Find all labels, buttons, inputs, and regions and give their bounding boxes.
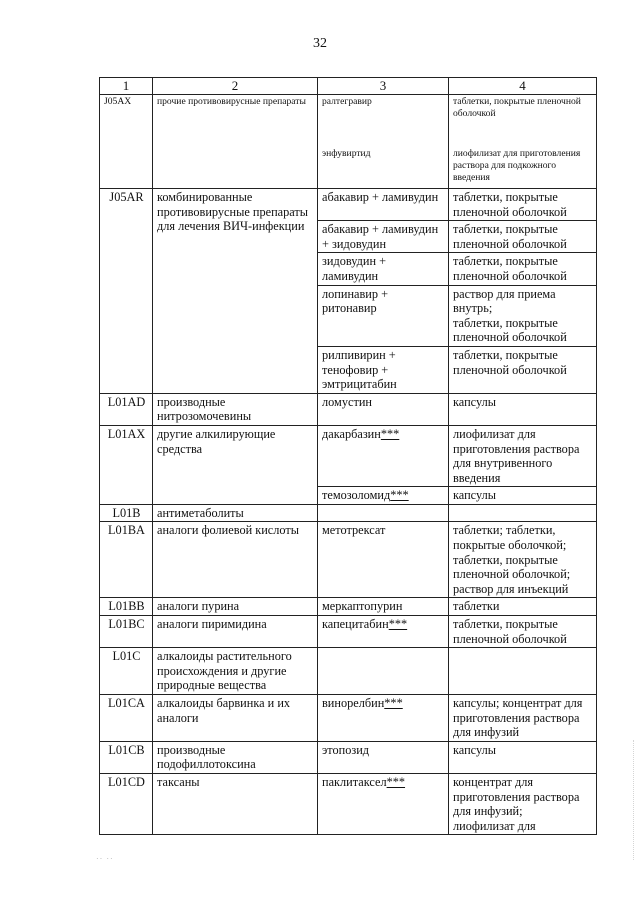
table-row <box>100 504 597 522</box>
table-row <box>100 741 597 773</box>
drug-cell: ралтегравир <box>318 95 449 147</box>
drug-cell <box>318 648 449 695</box>
table-row <box>100 598 597 616</box>
column-header-4: 4 <box>449 78 597 95</box>
form-cell: таблетки, покрытые пленочной оболочкой <box>449 221 597 253</box>
form-line: концентрат для приготовления раствора для инфузий; <box>453 774 580 819</box>
table-row <box>100 616 597 648</box>
column-header-2: 2 <box>153 78 318 95</box>
footnote-mark: *** <box>390 488 409 503</box>
page-number: 32 <box>313 36 327 51</box>
drug-cell: лопинавир + ритонавир <box>318 285 449 346</box>
form-cell <box>449 504 597 522</box>
drug-cell <box>318 616 449 648</box>
form-cell <box>449 285 597 346</box>
drug-cell: этопозид <box>318 741 449 773</box>
group-cell: комбинированные противовирусные препараты для лечения ВИЧ-инфекции <box>153 189 318 394</box>
group-cell: алкалоиды растительного происхождения и другие природные вещества <box>153 648 318 695</box>
form-cell: таблетки, покрытые пленочной оболочкой <box>449 95 597 147</box>
group-cell: таксаны <box>153 773 318 834</box>
form-cell: капсулы <box>449 487 597 505</box>
drug-cell: энфувиртид <box>318 147 449 189</box>
atc-code-cell: J05AR <box>100 189 153 394</box>
form-line: таблетки, покрытые пленочной оболочкой; <box>453 552 571 582</box>
drug-cell: рилпивирин + тенофовир + эмтрицитабин <box>318 346 449 393</box>
form-cell: таблетки, покрытые пленочной оболочкой <box>449 189 597 221</box>
drug-cell: метотрексат <box>318 522 449 598</box>
atc-code-cell: J05AX <box>100 95 153 189</box>
form-cell: лиофилизат для приготовления раствора для внутривенного введения <box>449 425 597 486</box>
group-cell: алкалоиды барвинка и их аналоги <box>153 695 318 742</box>
form-cell: капсулы; концентрат для приготовления раствора для инфузий <box>449 695 597 742</box>
form-cell <box>449 648 597 695</box>
group-cell: аналоги пурина <box>153 598 318 616</box>
column-header-1: 1 <box>100 78 153 95</box>
table-header-row <box>100 78 597 95</box>
form-cell <box>449 773 597 834</box>
drug-cell: меркаптопурин <box>318 598 449 616</box>
table-row <box>100 773 597 834</box>
drug-cell <box>318 695 449 742</box>
table-row <box>100 522 597 598</box>
group-cell: аналоги фолиевой кислоты <box>153 522 318 598</box>
atc-code-cell: L01CA <box>100 695 153 742</box>
drug-name: дакарбазин <box>322 426 381 441</box>
atc-code-cell: L01BB <box>100 598 153 616</box>
column-header-3: 3 <box>318 78 449 95</box>
form-cell: таблетки, покрытые пленочной оболочкой <box>449 616 597 648</box>
form-line: раствор для инъекций <box>453 581 569 596</box>
drug-cell <box>318 773 449 834</box>
table-row <box>100 189 597 221</box>
drug-name: винорелбин <box>322 696 385 710</box>
table-row <box>100 425 597 486</box>
form-line: раствор для приема внутрь; <box>453 286 556 316</box>
drug-cell: ломустин <box>318 393 449 425</box>
drug-cell <box>318 425 449 486</box>
drug-name: капецитабин <box>322 617 389 632</box>
atc-code-cell: L01AX <box>100 425 153 504</box>
form-cell: таблетки, покрытые пленочной оболочкой <box>449 253 597 285</box>
scan-margin-artifact <box>633 740 636 860</box>
drug-name: паклитаксел <box>322 774 387 789</box>
faint-scan-mark: ․․ ․․ <box>96 852 114 861</box>
atc-code-cell: L01B <box>100 504 153 522</box>
group-cell: аналоги пиримидина <box>153 616 318 648</box>
form-cell: таблетки, покрытые пленочной оболочкой <box>449 346 597 393</box>
form-line: таблетки, покрытые пленочной оболочкой <box>453 315 567 345</box>
drug-cell <box>318 487 449 505</box>
form-cell: таблетки <box>449 598 597 616</box>
table-row <box>100 648 597 695</box>
table-row <box>100 695 597 742</box>
form-line: лиофилизат для <box>453 818 536 833</box>
drug-cell: зидовудин + ламивудин <box>318 253 449 285</box>
footnote-mark: *** <box>380 426 400 441</box>
form-line: таблетки; таблетки, покрытые оболочкой; <box>453 523 567 553</box>
table-row <box>100 393 597 425</box>
atc-code-cell: L01C <box>100 648 153 695</box>
drug-cell: абакавир + ламивудин <box>318 189 449 221</box>
drug-table <box>99 77 597 835</box>
form-cell: лиофилизат для приготовления раствора для подкожного введения <box>449 147 597 189</box>
atc-code-cell: L01BA <box>100 522 153 598</box>
atc-code-cell: L01CB <box>100 741 153 773</box>
drug-name: темозоломид <box>322 488 391 503</box>
form-cell: капсулы <box>449 393 597 425</box>
form-cell: капсулы <box>449 741 597 773</box>
table-row <box>100 95 597 147</box>
footnote-mark: *** <box>384 696 403 710</box>
atc-code-cell: L01AD <box>100 393 153 425</box>
group-cell: прочие противовирусные препараты <box>153 95 318 189</box>
atc-code-cell: L01BC <box>100 616 153 648</box>
footnote-mark: *** <box>386 774 406 789</box>
form-cell <box>449 522 597 598</box>
drug-cell <box>318 504 449 522</box>
footnote-mark: *** <box>388 617 408 632</box>
group-cell: производные подофиллотоксина <box>153 741 318 773</box>
group-cell: производные нитрозомочевины <box>153 393 318 425</box>
group-cell: антиметаболиты <box>153 504 318 522</box>
drug-cell: абакавир + ламивудин + зидовудин <box>318 221 449 253</box>
group-cell: другие алкилирующие средства <box>153 425 318 504</box>
atc-code-cell: L01CD <box>100 773 153 834</box>
